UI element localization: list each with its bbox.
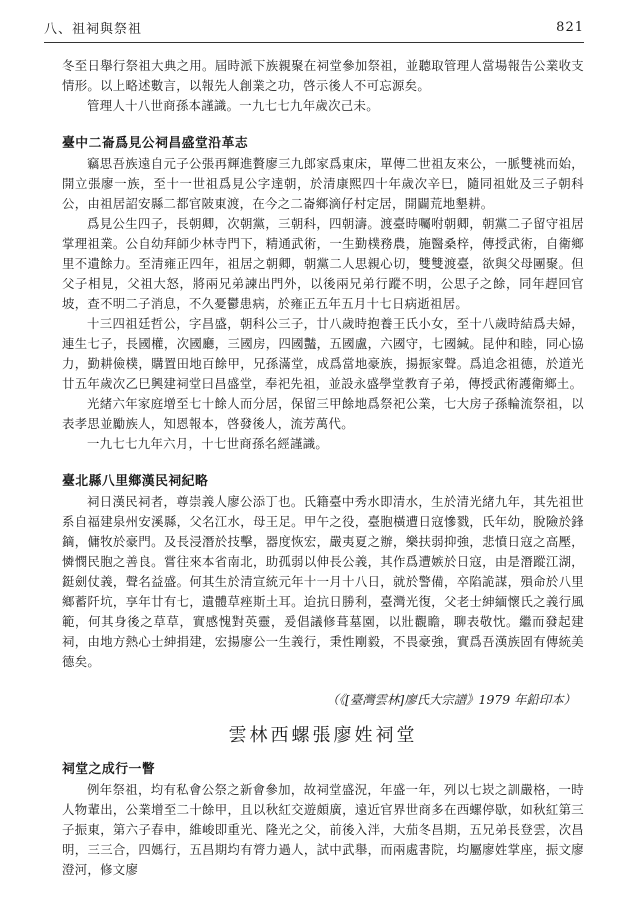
page-number: 821 [556, 19, 584, 35]
article-paragraph: 爲見公生四子，長朝卿，次朝黨，三朝科，四朝濤。渡臺時囑咐朝卿，朝黨二子留守祖居掌理祖業。公自幼拜師少林寺門下，精通武術，一生勤樸務農，施醫桑梓，傳授武術，自衛鄉里不遺餘力。至清雍正四年，祖居之朝卿，朝黨二人思親心切，雙雙渡臺，欲與父母團聚。但父子相見，父祖大怒，將兩兄弟諫出門外，以後兩兄弟行蹤不明，公思子之餘，同年趕回官坡，查不明二子消息，不久憂鬱患病，於雍正五年五月十七日病逝祖居。 [62, 216, 584, 311]
article-paragraph: 光緒六年家庭增至七十餘人而分居，保留三甲餘地爲祭祀公業，七大房子孫輪流祭祖，以表孝思並勵族人，知恩報本，啓發後人，流芳萬代。 [62, 396, 584, 431]
header-rule [44, 42, 584, 43]
article-paragraph: 竊思吾族遠自元子公張再輝進贅廖三九郎家爲東床，單傳二世祖友來公，一脈雙祧而始，開立張廖一族，至十一世祖爲見公字達朝，於清康熙四十年歲次辛巳，隨同祖妣及三子朝科公，由祖居詔安縣二都官陂東渡，在今之二崙鄉滴仔村定居，開闢荒地墾耕。 [62, 156, 584, 211]
article-title-bali: 臺北縣八里鄉漢民祠紀略 [62, 474, 209, 489]
article-paragraph: 祠日漢民祠者，尊崇義人廖公添丁也。氏籍臺中秀水即清水，生於清光緒九年，其先祖世系自福建泉州安溪縣，父名江水，母王足。甲午之役，臺胞橫遭日寇慘戮，氏年幼，脫險於鋒鏑，傭牧於豪門。及長浸潛於技擊，器度恢宏，嚴夷夏之辦，樂扶弱抑強，悲憤日寇之高壓，憐憫民胞之善良。嘗往來本省南北，助孤弱以伸長公義，其作爲遭嫉於日寇，由是潛蹤江湖，鋌劍仗義，聲名益盛。何其生於清宣統元年十一月十八日，就於警備，卒陷詭謀，殞命於八里鄉蓄阡坑，享年廿有七，遺體草痤斯土耳。迨抗日勝利，臺灣光復，父老士紳緬懷氏之義行風範，何其身後之草草，實感愧對英靈，爰倡議修葺墓園，以壯觀瞻，聊表敬忱。繼而發起建祠，由地方熱心士紳捐建，宏揚廖公一生義行，秉性剛毅，不畏豪強，實爲吾漢族固有傳統美德矣。 [62, 494, 584, 669]
article-paragraph: 例年祭祖，均有私會公祭之新會參加，故祠堂盛況，年盛一年，列以七崁之訓嚴格，一時人物輩出，公業增至二十餘甲，且以秋紅交遊頗廣，遠近官界世商多在西螺停歇，如秋紅第三子振東，第六子春申，維峻即重光、隆光之父，前後入泮，大茄冬昌期，五兄弟長登雲，次昌明，三三合，四媽行，五昌期均有膂力過人，試中武舉，而兩處書院，均屬廖姓掌座，振文廖澄河，修文廖 [62, 782, 584, 877]
article-title-erlun: 臺中二崙爲見公祠昌盛堂沿革志 [62, 136, 249, 151]
section-heading: 雲林西螺張廖姓祠堂 [228, 725, 418, 746]
chapter-title: 八、祖祠與祭祖 [44, 21, 143, 37]
page-content [62, 56, 584, 880]
intro-signature: 管理人十八世商孫本謹識。一九七七九年歲次己未。 [87, 98, 379, 113]
article-title-citang: 祠堂之成行一瞥 [62, 762, 156, 777]
running-header [44, 14, 584, 40]
article-signature: 一九七七九年六月，十七世商孫名經謹識。 [87, 436, 329, 451]
article-paragraph: 十三四祖廷哲公，字昌盛，朝科公三子，廿八歲時抱養王氏小女，至十八歲時結爲夫婦，連生七子，長國權，次國廳，三國房，四國豔，五國盧，六國守，七國緘。昆仲和睦，同心協力，勤耕儉樸，購置田地百餘甲，兄孫滿堂，成爲當地豪族，揚振家聲。爲追念祖德，於道光廿五年歲次乙巳興建祠堂曰昌盛堂，奉祀先祖，並設永盛學堂教育子弟，傳授武術護衛鄉土。 [62, 316, 584, 391]
source-citation: （《[臺灣雲林]廖氏大宗譜》1979 年鉛印本） [326, 692, 576, 707]
intro-paragraph: 冬至日舉行祭祖大典之用。屆時派下族親聚在祠堂參加祭祖，並聽取管理人當場報告公業收支情形。以上略述數言，以報先人創業之功，啓示後人不可忘源矣。 [62, 58, 584, 93]
